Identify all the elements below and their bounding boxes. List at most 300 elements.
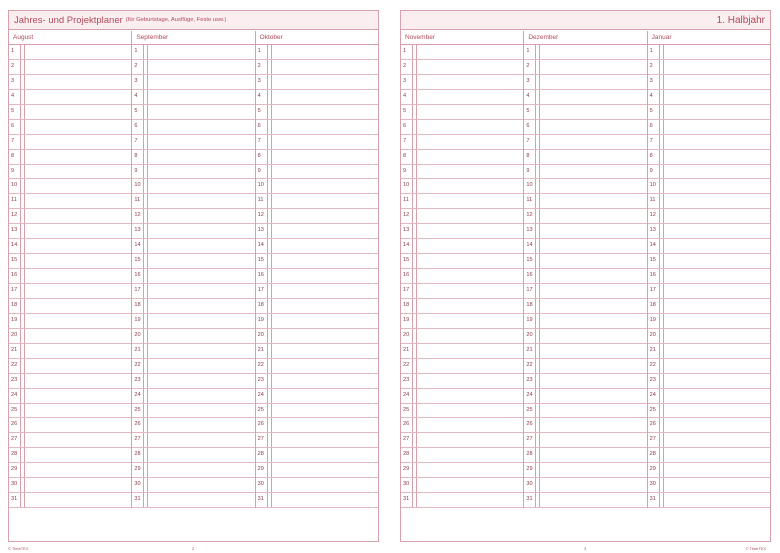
entry-cell[interactable] [25, 359, 131, 373]
day-row[interactable] [401, 344, 523, 359]
entry-cell[interactable] [148, 344, 254, 358]
entry-cell[interactable] [417, 493, 523, 507]
entry-cell[interactable] [540, 359, 646, 373]
entry-cell[interactable] [148, 60, 254, 74]
entry-cell[interactable] [272, 90, 378, 104]
day-row[interactable] [132, 90, 254, 105]
day-row[interactable] [648, 433, 770, 448]
day-row[interactable] [9, 359, 131, 374]
day-row[interactable] [401, 209, 523, 224]
day-row[interactable] [132, 209, 254, 224]
day-row[interactable] [256, 448, 378, 463]
entry-cell[interactable] [417, 463, 523, 477]
entry-cell[interactable] [540, 299, 646, 313]
day-row[interactable] [524, 209, 646, 224]
day-row[interactable] [648, 314, 770, 329]
day-row[interactable] [132, 60, 254, 75]
day-row[interactable] [132, 389, 254, 404]
entry-cell[interactable] [540, 374, 646, 388]
day-row[interactable] [132, 329, 254, 344]
day-row[interactable] [524, 359, 646, 374]
entry-cell[interactable] [25, 433, 131, 447]
entry-cell[interactable] [148, 45, 254, 59]
day-row[interactable] [648, 374, 770, 389]
day-row[interactable] [401, 60, 523, 75]
day-row[interactable] [9, 418, 131, 433]
entry-cell[interactable] [540, 135, 646, 149]
day-row[interactable] [648, 284, 770, 299]
entry-cell[interactable] [664, 299, 770, 313]
entry-cell[interactable] [540, 150, 646, 164]
entry-cell[interactable] [25, 284, 131, 298]
day-row[interactable] [256, 269, 378, 284]
day-row[interactable] [256, 179, 378, 194]
day-row[interactable] [256, 418, 378, 433]
day-row[interactable] [648, 105, 770, 120]
entry-cell[interactable] [664, 90, 770, 104]
entry-cell[interactable] [664, 344, 770, 358]
day-row[interactable] [132, 299, 254, 314]
entry-cell[interactable] [148, 433, 254, 447]
day-row[interactable] [256, 239, 378, 254]
day-row[interactable] [9, 314, 131, 329]
entry-cell[interactable] [664, 194, 770, 208]
day-row[interactable] [524, 299, 646, 314]
entry-cell[interactable] [25, 478, 131, 492]
entry-cell[interactable] [417, 269, 523, 283]
day-row[interactable] [524, 478, 646, 493]
entry-cell[interactable] [540, 254, 646, 268]
day-row[interactable] [648, 239, 770, 254]
entry-cell[interactable] [25, 90, 131, 104]
entry-cell[interactable] [540, 105, 646, 119]
entry-cell[interactable] [540, 463, 646, 477]
entry-cell[interactable] [25, 463, 131, 477]
entry-cell[interactable] [664, 150, 770, 164]
day-row[interactable] [9, 239, 131, 254]
day-row[interactable] [648, 165, 770, 180]
entry-cell[interactable] [540, 344, 646, 358]
entry-cell[interactable] [272, 418, 378, 432]
day-row[interactable] [132, 478, 254, 493]
day-row[interactable] [256, 150, 378, 165]
entry-cell[interactable] [25, 150, 131, 164]
entry-cell[interactable] [25, 329, 131, 343]
entry-cell[interactable] [664, 120, 770, 134]
entry-cell[interactable] [272, 463, 378, 477]
entry-cell[interactable] [148, 209, 254, 223]
entry-cell[interactable] [148, 418, 254, 432]
day-row[interactable] [256, 329, 378, 344]
entry-cell[interactable] [25, 493, 131, 507]
entry-cell[interactable] [417, 224, 523, 238]
entry-cell[interactable] [417, 135, 523, 149]
day-row[interactable] [524, 60, 646, 75]
entry-cell[interactable] [664, 329, 770, 343]
entry-cell[interactable] [25, 60, 131, 74]
entry-cell[interactable] [417, 418, 523, 432]
day-row[interactable] [9, 284, 131, 299]
entry-cell[interactable] [25, 299, 131, 313]
day-row[interactable] [132, 344, 254, 359]
day-row[interactable] [648, 269, 770, 284]
day-row[interactable] [132, 433, 254, 448]
entry-cell[interactable] [272, 224, 378, 238]
entry-cell[interactable] [272, 239, 378, 253]
day-row[interactable] [401, 418, 523, 433]
entry-cell[interactable] [664, 165, 770, 179]
entry-cell[interactable] [272, 329, 378, 343]
day-row[interactable] [401, 284, 523, 299]
day-row[interactable] [524, 329, 646, 344]
entry-cell[interactable] [272, 75, 378, 89]
entry-cell[interactable] [417, 179, 523, 193]
entry-cell[interactable] [272, 284, 378, 298]
entry-cell[interactable] [148, 165, 254, 179]
entry-cell[interactable] [540, 239, 646, 253]
entry-cell[interactable] [664, 389, 770, 403]
day-row[interactable] [132, 269, 254, 284]
entry-cell[interactable] [25, 269, 131, 283]
day-row[interactable] [648, 478, 770, 493]
entry-cell[interactable] [417, 284, 523, 298]
day-row[interactable] [401, 90, 523, 105]
day-row[interactable] [9, 150, 131, 165]
entry-cell[interactable] [272, 269, 378, 283]
entry-cell[interactable] [25, 389, 131, 403]
day-row[interactable] [401, 389, 523, 404]
day-row[interactable] [132, 314, 254, 329]
day-row[interactable] [9, 269, 131, 284]
day-row[interactable] [401, 269, 523, 284]
entry-cell[interactable] [540, 418, 646, 432]
entry-cell[interactable] [25, 374, 131, 388]
day-row[interactable] [9, 374, 131, 389]
day-row[interactable] [256, 359, 378, 374]
entry-cell[interactable] [417, 404, 523, 418]
entry-cell[interactable] [25, 209, 131, 223]
day-row[interactable] [256, 254, 378, 269]
entry-cell[interactable] [148, 493, 254, 507]
day-row[interactable] [648, 194, 770, 209]
day-row[interactable] [132, 448, 254, 463]
day-row[interactable] [401, 374, 523, 389]
entry-cell[interactable] [664, 135, 770, 149]
day-row[interactable] [132, 150, 254, 165]
entry-cell[interactable] [25, 165, 131, 179]
day-row[interactable] [524, 404, 646, 419]
entry-cell[interactable] [148, 404, 254, 418]
entry-cell[interactable] [540, 433, 646, 447]
entry-cell[interactable] [25, 239, 131, 253]
day-row[interactable] [648, 60, 770, 75]
day-row[interactable] [401, 254, 523, 269]
entry-cell[interactable] [417, 314, 523, 328]
entry-cell[interactable] [148, 299, 254, 313]
entry-cell[interactable] [417, 299, 523, 313]
entry-cell[interactable] [540, 75, 646, 89]
day-row[interactable] [401, 463, 523, 478]
day-row[interactable] [9, 135, 131, 150]
day-row[interactable] [648, 120, 770, 135]
entry-cell[interactable] [25, 314, 131, 328]
entry-cell[interactable] [417, 448, 523, 462]
day-row[interactable] [132, 105, 254, 120]
day-row[interactable] [524, 45, 646, 60]
day-row[interactable] [9, 45, 131, 60]
day-row[interactable] [524, 194, 646, 209]
day-row[interactable] [132, 179, 254, 194]
day-row[interactable] [648, 344, 770, 359]
entry-cell[interactable] [272, 374, 378, 388]
day-row[interactable] [401, 433, 523, 448]
entry-cell[interactable] [25, 254, 131, 268]
day-row[interactable] [524, 344, 646, 359]
entry-cell[interactable] [417, 389, 523, 403]
entry-cell[interactable] [540, 179, 646, 193]
day-row[interactable] [9, 90, 131, 105]
day-row[interactable] [256, 404, 378, 419]
day-row[interactable] [401, 150, 523, 165]
entry-cell[interactable] [25, 105, 131, 119]
entry-cell[interactable] [417, 120, 523, 134]
day-row[interactable] [648, 463, 770, 478]
entry-cell[interactable] [417, 60, 523, 74]
entry-cell[interactable] [272, 448, 378, 462]
day-row[interactable] [401, 120, 523, 135]
day-row[interactable] [401, 105, 523, 120]
day-row[interactable] [256, 284, 378, 299]
day-row[interactable] [9, 254, 131, 269]
entry-cell[interactable] [540, 224, 646, 238]
entry-cell[interactable] [272, 493, 378, 507]
entry-cell[interactable] [272, 45, 378, 59]
day-row[interactable] [648, 254, 770, 269]
entry-cell[interactable] [664, 179, 770, 193]
entry-cell[interactable] [25, 448, 131, 462]
entry-cell[interactable] [272, 60, 378, 74]
entry-cell[interactable] [664, 105, 770, 119]
day-row[interactable] [256, 344, 378, 359]
entry-cell[interactable] [664, 209, 770, 223]
entry-cell[interactable] [417, 75, 523, 89]
day-row[interactable] [524, 433, 646, 448]
day-row[interactable] [401, 45, 523, 60]
day-row[interactable] [524, 389, 646, 404]
entry-cell[interactable] [664, 404, 770, 418]
entry-cell[interactable] [540, 45, 646, 59]
day-row[interactable] [524, 463, 646, 478]
day-row[interactable] [132, 374, 254, 389]
entry-cell[interactable] [664, 269, 770, 283]
entry-cell[interactable] [272, 209, 378, 223]
entry-cell[interactable] [148, 194, 254, 208]
entry-cell[interactable] [540, 120, 646, 134]
entry-cell[interactable] [272, 254, 378, 268]
day-row[interactable] [524, 374, 646, 389]
day-row[interactable] [256, 389, 378, 404]
day-row[interactable] [9, 120, 131, 135]
day-row[interactable] [132, 418, 254, 433]
day-row[interactable] [9, 493, 131, 508]
entry-cell[interactable] [148, 150, 254, 164]
day-row[interactable] [9, 209, 131, 224]
day-row[interactable] [9, 179, 131, 194]
day-row[interactable] [401, 493, 523, 508]
entry-cell[interactable] [272, 120, 378, 134]
entry-cell[interactable] [148, 75, 254, 89]
entry-cell[interactable] [664, 224, 770, 238]
entry-cell[interactable] [25, 418, 131, 432]
entry-cell[interactable] [148, 374, 254, 388]
day-row[interactable] [524, 269, 646, 284]
entry-cell[interactable] [540, 165, 646, 179]
entry-cell[interactable] [148, 179, 254, 193]
day-row[interactable] [524, 105, 646, 120]
day-row[interactable] [256, 299, 378, 314]
entry-cell[interactable] [664, 45, 770, 59]
day-row[interactable] [9, 433, 131, 448]
day-row[interactable] [524, 165, 646, 180]
day-row[interactable] [9, 165, 131, 180]
entry-cell[interactable] [664, 493, 770, 507]
day-row[interactable] [524, 254, 646, 269]
day-row[interactable] [648, 493, 770, 508]
day-row[interactable] [256, 90, 378, 105]
day-row[interactable] [524, 224, 646, 239]
entry-cell[interactable] [540, 329, 646, 343]
entry-cell[interactable] [540, 209, 646, 223]
day-row[interactable] [132, 165, 254, 180]
entry-cell[interactable] [417, 90, 523, 104]
entry-cell[interactable] [664, 478, 770, 492]
day-row[interactable] [256, 45, 378, 60]
entry-cell[interactable] [25, 344, 131, 358]
entry-cell[interactable] [417, 150, 523, 164]
entry-cell[interactable] [417, 254, 523, 268]
day-row[interactable] [401, 224, 523, 239]
entry-cell[interactable] [272, 165, 378, 179]
day-row[interactable] [256, 314, 378, 329]
entry-cell[interactable] [272, 314, 378, 328]
day-row[interactable] [524, 284, 646, 299]
entry-cell[interactable] [148, 389, 254, 403]
day-row[interactable] [401, 329, 523, 344]
day-row[interactable] [524, 135, 646, 150]
entry-cell[interactable] [25, 224, 131, 238]
entry-cell[interactable] [664, 284, 770, 298]
entry-cell[interactable] [148, 478, 254, 492]
entry-cell[interactable] [272, 433, 378, 447]
day-row[interactable] [401, 359, 523, 374]
day-row[interactable] [9, 299, 131, 314]
entry-cell[interactable] [272, 179, 378, 193]
day-row[interactable] [401, 448, 523, 463]
day-row[interactable] [648, 75, 770, 90]
day-row[interactable] [524, 239, 646, 254]
entry-cell[interactable] [148, 135, 254, 149]
entry-cell[interactable] [272, 150, 378, 164]
entry-cell[interactable] [540, 478, 646, 492]
day-row[interactable] [9, 75, 131, 90]
entry-cell[interactable] [540, 389, 646, 403]
entry-cell[interactable] [664, 463, 770, 477]
day-row[interactable] [256, 478, 378, 493]
day-row[interactable] [401, 299, 523, 314]
day-row[interactable] [401, 194, 523, 209]
day-row[interactable] [648, 150, 770, 165]
entry-cell[interactable] [272, 299, 378, 313]
day-row[interactable] [9, 60, 131, 75]
entry-cell[interactable] [25, 75, 131, 89]
day-row[interactable] [648, 224, 770, 239]
day-row[interactable] [132, 404, 254, 419]
day-row[interactable] [9, 194, 131, 209]
entry-cell[interactable] [540, 448, 646, 462]
entry-cell[interactable] [148, 448, 254, 462]
entry-cell[interactable] [417, 374, 523, 388]
entry-cell[interactable] [417, 105, 523, 119]
entry-cell[interactable] [148, 269, 254, 283]
day-row[interactable] [524, 75, 646, 90]
entry-cell[interactable] [25, 194, 131, 208]
day-row[interactable] [648, 209, 770, 224]
day-row[interactable] [132, 493, 254, 508]
day-row[interactable] [524, 418, 646, 433]
entry-cell[interactable] [417, 45, 523, 59]
entry-cell[interactable] [25, 179, 131, 193]
entry-cell[interactable] [25, 404, 131, 418]
entry-cell[interactable] [417, 478, 523, 492]
day-row[interactable] [401, 314, 523, 329]
day-row[interactable] [132, 254, 254, 269]
day-row[interactable] [256, 135, 378, 150]
day-row[interactable] [648, 45, 770, 60]
day-row[interactable] [256, 105, 378, 120]
day-row[interactable] [648, 418, 770, 433]
day-row[interactable] [648, 179, 770, 194]
day-row[interactable] [132, 239, 254, 254]
entry-cell[interactable] [664, 359, 770, 373]
entry-cell[interactable] [540, 404, 646, 418]
day-row[interactable] [132, 284, 254, 299]
day-row[interactable] [9, 448, 131, 463]
day-row[interactable] [256, 60, 378, 75]
day-row[interactable] [648, 329, 770, 344]
entry-cell[interactable] [272, 389, 378, 403]
day-row[interactable] [401, 478, 523, 493]
entry-cell[interactable] [664, 239, 770, 253]
entry-cell[interactable] [540, 314, 646, 328]
day-row[interactable] [132, 194, 254, 209]
day-row[interactable] [9, 329, 131, 344]
day-row[interactable] [524, 314, 646, 329]
day-row[interactable] [256, 493, 378, 508]
day-row[interactable] [524, 179, 646, 194]
entry-cell[interactable] [540, 493, 646, 507]
entry-cell[interactable] [148, 254, 254, 268]
entry-cell[interactable] [540, 60, 646, 74]
day-row[interactable] [9, 478, 131, 493]
day-row[interactable] [256, 433, 378, 448]
day-row[interactable] [132, 120, 254, 135]
day-row[interactable] [132, 359, 254, 374]
day-row[interactable] [648, 299, 770, 314]
entry-cell[interactable] [148, 105, 254, 119]
entry-cell[interactable] [664, 314, 770, 328]
day-row[interactable] [401, 179, 523, 194]
entry-cell[interactable] [664, 254, 770, 268]
